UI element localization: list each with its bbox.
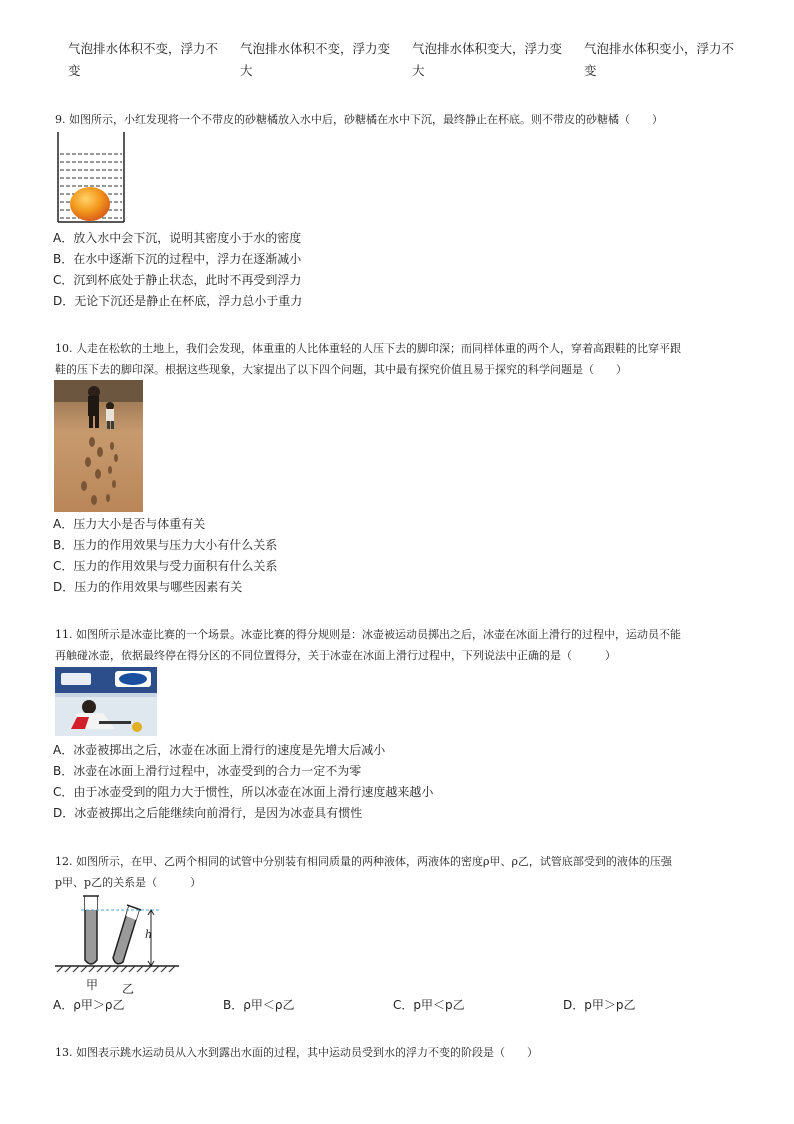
option-a-text: 气泡排水体积不变，浮力不变 — [68, 41, 219, 78]
height-label: h — [145, 928, 153, 941]
option-d: D．p甲＞p乙 — [563, 998, 636, 1012]
beaker-orange-figure — [56, 132, 128, 224]
question-10-stem-line1: 10. 人走在松软的土地上，我们会发现，体重重的人比体重轻的人压下去的脚印深；而同样体重的两个人，穿着高跟鞋的比穿平跟 — [55, 342, 681, 355]
option-c: C．沉到杯底处于静止状态，此时不再受到浮力 — [53, 273, 302, 287]
option-c: C．由于冰壶受到的阻力大于惯性，所以冰壶在冰面上滑行速度越来越小 — [53, 785, 434, 799]
question-12-stem-line1: 12. 如图所示，在甲、乙两个相同的试管中分别装有相同质量的两种液体，两液体的密度ρ甲、ρ乙，试管底部受到的液体的压强 — [55, 855, 672, 868]
option-c: C．压力的作用效果与受力面积有什么关系 — [53, 559, 278, 573]
option-c: C．p甲＜p乙 — [393, 998, 465, 1012]
test-tubes-figure — [55, 892, 180, 974]
option-a: A．冰壶被掷出之后，冰壶在冰面上滑行的速度是先增大后减小 — [53, 743, 386, 757]
option-d: D．压力的作用效果与哪些因素有关 — [53, 580, 243, 594]
option-c-text: 气泡排水体积变大，浮力变大 — [412, 41, 563, 78]
option-d-text: 气泡排水体积变小，浮力不变 — [584, 41, 735, 78]
tube-jia-label: 甲 — [86, 978, 99, 992]
question-11-stem-line1: 11. 如图所示是冰壶比赛的一个场景。冰壶比赛的得分规则是：冰壶被运动员掷出之后，冰壶在冰面上滑行的过程中，运动员不能 — [55, 628, 681, 641]
question-11-options — [53, 740, 433, 824]
option-d: D．冰壶被掷出之后能继续向前滑行，是因为冰壶具有惯性 — [53, 806, 363, 820]
option-d: D．无论下沉还是静止在杯底，浮力总小于重力 — [53, 294, 303, 308]
question-9-stem: 9. 如图所示，小红发现将一个不带皮的砂糖橘放入水中后，砂糖橘在水中下沉，最终静止在杯底。则不带皮的砂糖橘（ ） — [55, 113, 663, 126]
curling-photo — [55, 667, 157, 736]
beach-footprints-photo — [54, 380, 143, 512]
question-10-options — [53, 514, 277, 598]
option-a: A．ρ甲＞ρ乙 — [53, 998, 125, 1012]
question-11-stem-line2: 再触碰冰壶，依据最终停在得分区的不同位置得分，关于冰壶在冰面上滑行过程中，下列说法中正确的是（ ） — [55, 649, 616, 662]
option-b: B．ρ甲＜ρ乙 — [223, 998, 295, 1012]
option-b: B．压力的作用效果与压力大小有什么关系 — [53, 538, 278, 552]
question-12-stem-line2: p甲、p乙的关系是（ ） — [55, 876, 202, 889]
question-13-stem: 13. 如图表示跳水运动员从入水到露出水面的过程，其中运动员受到水的浮力不变的阶段是（ ） — [55, 1046, 538, 1059]
question-10-stem-line2: 鞋的压下去的脚印深。根据这些现象，大家提出了以下四个问题，其中最有探究价值且易于探究的科学问题是（ ） — [55, 363, 627, 376]
option-b: B．在水中逐渐下沉的过程中，浮力在逐渐减小 — [53, 252, 302, 266]
option-b: B．冰壶在冰面上滑行过程中，冰壶受到的合力一定不为零 — [53, 764, 362, 778]
option-a: A．压力大小是否与体重有关 — [53, 517, 206, 531]
question-9-options — [53, 228, 302, 312]
option-b-text: 气泡排水体积不变，浮力变大 — [240, 41, 391, 78]
tube-yi-label: 乙 — [122, 982, 135, 996]
option-a: A．放入水中会下沉，说明其密度小于水的密度 — [53, 231, 302, 245]
